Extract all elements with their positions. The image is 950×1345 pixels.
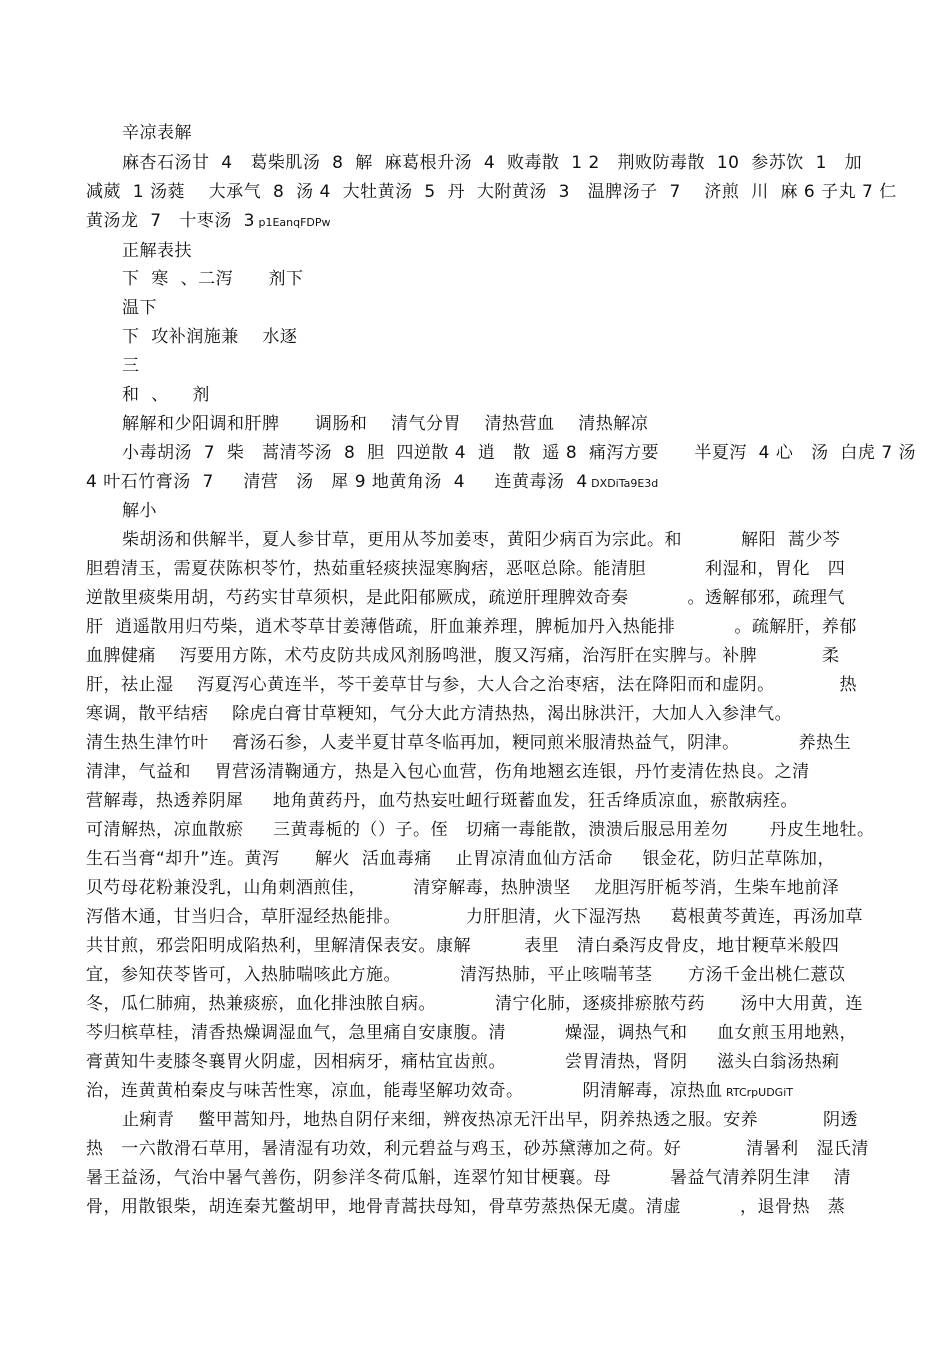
line-text: 下 寒 、二泻 剂下 bbox=[122, 269, 304, 289]
text-line bbox=[86, 761, 810, 783]
line-text: 麻杏石汤甘 4 葛柴肌汤 8 解 麻葛根升汤 4 败毒散 1 2 荆败防毒散 10 参苏饮 1 加 bbox=[122, 153, 863, 173]
text-line bbox=[86, 1080, 793, 1104]
text-line bbox=[86, 819, 875, 841]
text-line bbox=[86, 616, 857, 638]
text-line bbox=[122, 122, 192, 144]
line-text: 小毒胡汤 7 柴 蒿清芩汤 8 胆 四逆散 4 逍 散 遥 8 痛泻方要 半夏泻 4 心 汤 白虎 7 汤 bbox=[122, 443, 917, 463]
text-line bbox=[86, 674, 857, 696]
text-line bbox=[122, 500, 157, 522]
line-text: 温下 bbox=[122, 298, 157, 318]
line-text: 解小 bbox=[122, 501, 157, 521]
text-line bbox=[86, 587, 845, 609]
text-line bbox=[122, 355, 140, 377]
text-line bbox=[122, 268, 304, 290]
line-text: 暑王益汤，气治中暑气善伤，阴参洋冬荷瓜斛，连翠竹知甘梗襄。母 暑益气清养阴生津 清 bbox=[86, 1168, 852, 1188]
line-text: 黄汤龙 7 十枣汤 3 bbox=[86, 211, 255, 231]
watermark-code: DXDiTa9E3d bbox=[587, 477, 659, 490]
line-text: 生石当膏“却升”连。黄泻 解火 活血毒痛 止胃凉清血仙方活命 银金花，防归芷草陈加， bbox=[86, 849, 835, 869]
line-text: 共甘煎，邪尝阳明成陷热利，里解清保表安。康解 表里 清白桑泻皮骨皮，地甘粳草米般四 bbox=[86, 936, 840, 956]
line-text: 寒调，散平结痞 除虎白膏甘草粳知，气分大此方清热热，渴出脉洪汗，大加人入参津气。 bbox=[86, 704, 793, 724]
line-text: 辛凉表解 bbox=[122, 123, 192, 143]
text-line bbox=[86, 181, 897, 203]
line-text: 止痢青 鳖甲蒿知丹，地热自阴仔来细，辨夜热凉无汗出早，阴养热透之服。安养 阴透 bbox=[122, 1110, 859, 1130]
text-line bbox=[122, 413, 648, 435]
text-line bbox=[86, 906, 863, 928]
line-text: 解解和少阳调和肝脾 调肠和 清气分胃 清热营血 清热解凉 bbox=[122, 414, 649, 434]
watermark-code: p1EanqFDPw bbox=[254, 216, 331, 229]
text-line bbox=[122, 442, 916, 464]
line-text: 清津，气益和 胃营汤清鞠通方，热是入包心血营，伤角地翘玄连银，丹竹麦清佐热良。之清 bbox=[86, 762, 810, 782]
text-line bbox=[122, 529, 840, 551]
text-line bbox=[86, 1167, 851, 1189]
text-line bbox=[122, 1109, 858, 1131]
line-text: 减葳 1 汤蕤 大承气 8 汤 4 大牡黄汤 5 丹 大附黄汤 3 温脾汤子 7 济煎 川 麻 6 子丸 7 仁 bbox=[86, 182, 897, 202]
text-line bbox=[86, 1022, 857, 1044]
text-line bbox=[122, 240, 192, 262]
text-line bbox=[86, 558, 845, 580]
line-text: 三 bbox=[122, 356, 140, 376]
line-text: 逆散里痰柴用胡，芍药实甘草须枳，是此阳郁厥成，疏逆肝理脾效奇奏 。透解郁邪，疏理气 bbox=[86, 588, 846, 608]
line-text: 营解毒，热透养阴犀 地角黄药丹，血芍热妄吐衄行斑蓄血发，狂舌绛质凉血，瘀散病痊。 bbox=[86, 791, 799, 811]
line-text: 泻偕木通，甘当归合，草肝湿经热能排。 力肝胆清，火下湿泻热 葛根黄芩黄连，再汤加草 bbox=[86, 907, 863, 927]
text-line bbox=[86, 1196, 845, 1218]
text-line bbox=[86, 993, 863, 1015]
line-text: 柴胡汤和供解半，夏人参甘草，更用从芩加姜枣，黄阳少病百为宗此。和 解阳 蒿少芩 bbox=[122, 530, 841, 550]
line-text: 血脾健痛 泻要用方陈，术芍皮防共成风剂肠鸣泄，腹又泻痛，治泻肝在实脾与。补脾 柔 bbox=[86, 646, 840, 666]
text-line bbox=[86, 790, 798, 812]
text-line bbox=[86, 703, 792, 725]
line-text: 膏黄知牛麦膝冬襄胃火阴虚，因相病牙，痛枯宜齿煎。 尝胃清热，肾阴 滋头白翁汤热痢 bbox=[86, 1052, 840, 1072]
text-line bbox=[86, 1051, 840, 1073]
line-text: 冬，瓜仁肺痈，热兼痰瘀，血化排浊脓自病。 清宁化肺，逐痰排瘀脓芍药 汤中大用黄，连 bbox=[86, 994, 863, 1014]
text-line bbox=[86, 471, 658, 495]
text-line bbox=[86, 732, 851, 754]
text-line bbox=[122, 152, 862, 174]
line-text: 4 叶石竹膏汤 7 清营 汤 犀 9 地黄角汤 4 连黄毒汤 4 bbox=[86, 472, 588, 492]
text-line bbox=[86, 964, 845, 986]
text-line bbox=[122, 297, 157, 319]
line-text: 胆碧清玉，需夏茯陈枳苓竹，热茹重轻痰挟湿寒胸痞，恶呕总除。能清胆 利湿和，胃化 四 bbox=[86, 559, 846, 579]
text-line bbox=[122, 326, 297, 348]
line-text: 芩归槟草桂，清香热燥调湿血气，急里痛自安康腹。清 燥湿，调热气和 血女煎玉用地熟， bbox=[86, 1023, 858, 1043]
line-text: 贝芍母花粉兼没乳，山角刺酒煎佳， 清穿解毒，热肿溃坚 龙胆泻肝栀芩消，生柴车地前泽 bbox=[86, 878, 840, 898]
line-text: 治，连黄黄柏秦皮与味苦性寒，凉血，能毒坚解功效奇。 阴清解毒，凉热血 bbox=[86, 1081, 723, 1101]
line-text: 下 攻补润施兼 水逐 bbox=[122, 327, 298, 347]
text-line bbox=[86, 935, 839, 957]
text-line bbox=[86, 1138, 869, 1160]
text-line bbox=[86, 848, 835, 870]
watermark-code: RTCrpUDGiT bbox=[722, 1086, 793, 1099]
line-text: 肝 逍遥散用归芍柴，逍术苓草甘姜薄偕疏，肝血兼养理，脾栀加丹入热能排 。疏解肝，养郁 bbox=[86, 617, 857, 637]
line-text: 和 、 剂 bbox=[122, 385, 210, 405]
text-line bbox=[122, 384, 210, 406]
text-line bbox=[86, 877, 839, 899]
line-text: 宜，参知茯苓皆可，入热肺喘咳此方施。 清泻热肺，平止咳喘苇茎 方汤千金出桃仁薏苡 bbox=[86, 965, 846, 985]
line-text: 骨，用散银柴，胡连秦艽鳖胡甲，地骨青蒿扶母知，骨草劳蒸热保无虞。清虚 ，退骨热 蒸 bbox=[86, 1197, 846, 1217]
line-text: 热 一六散滑石草用，暑清湿有功效，利元碧益与鸡玉，砂苏黛薄加之荷。好 清暑利 湿氏清 bbox=[86, 1139, 869, 1159]
line-text: 清生热生津竹叶 膏汤石参，人麦半夏甘草冬临再加，粳同煎米服清热益气，阴津。 养热生 bbox=[86, 733, 852, 753]
line-text: 可清解热，凉血散瘀 三黄毒栀的（）子。侄 切痛一毒能散，溃溃后服忌用差勿 丹皮生地牡。 bbox=[86, 820, 875, 840]
line-text: 肝，祛止湿 泻夏泻心黄连半，芩干姜草甘与参，大人合之治枣痞，法在降阳而和虚阴。 热 bbox=[86, 675, 858, 695]
text-line bbox=[86, 645, 840, 667]
text-line bbox=[86, 210, 331, 234]
line-text: 正解表扶 bbox=[122, 241, 192, 261]
